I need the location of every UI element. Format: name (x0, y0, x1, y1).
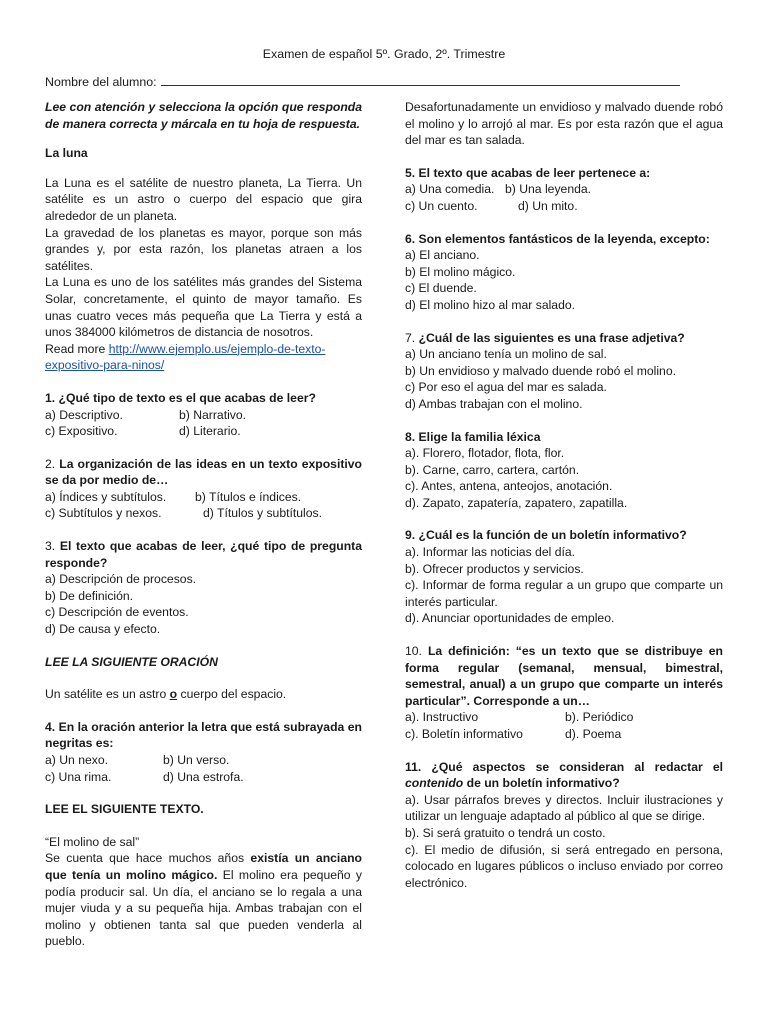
read-more-label: Read more (45, 341, 106, 356)
option-a[interactable]: a). Informar las noticias del día. (405, 545, 576, 560)
option-d[interactable]: d) El molino hizo al mar salado. (405, 297, 576, 312)
question-number: 3. (45, 539, 56, 554)
read-more (45, 341, 362, 374)
option-a[interactable]: a) Índices y subtítulos. (45, 489, 167, 504)
question-5 (405, 165, 723, 215)
question-6 (405, 231, 723, 314)
question-text: 4. En la oración anterior la letra que está subrayada en negritas es: (45, 719, 362, 751)
option-b[interactable]: b). Periódico (565, 710, 634, 725)
question-number: 2. (45, 456, 56, 471)
option-a[interactable]: a). Florero, flotador, flota, flor. (405, 446, 565, 461)
question-text: La definición: “es un texto que se distribuye en forma regular (semanal, mensual, bimestral, semestral, anual) a un grupo que comparte un interés particular”. Corresponde a un… (405, 644, 723, 708)
option-b[interactable]: b) Una leyenda. (505, 182, 592, 197)
question-11 (405, 759, 723, 892)
option-b[interactable]: b) El molino mágico. (405, 264, 516, 279)
question-9 (405, 527, 723, 627)
reading2-section-title: LEE EL SIGUIENTE TEXTO. (45, 802, 204, 817)
option-a[interactable]: a) Un nexo. (45, 753, 109, 767)
question-text: ¿Cuál de las siguientes es una frase adjetiva? (418, 330, 685, 345)
question-italic-word: contenido (405, 776, 464, 791)
option-b[interactable]: b) Un envidioso y malvado duende robó el molino. (405, 363, 676, 378)
option-d[interactable]: d). Poema (565, 727, 622, 741)
question-text: 6. Son elementos fantásticos de la leyenda, excepto: (405, 231, 710, 246)
question-text: El texto que acabas de leer, ¿qué tipo de pregunta responde? (45, 539, 362, 570)
option-c[interactable]: c) Un cuento. (405, 198, 478, 213)
story-text-part1: Se cuenta que hace muchos años existía un anciano que tenía un molino mágico. El molino era pequeño y podía producir sal. Un día, el anciano se lo regala a una mujer viuda y a su pequeña hija. Ambas trabajan con el molino y obtienen tanta sal que pueden venderla al pueblo. (45, 851, 363, 949)
option-b[interactable]: b). Carne, carro, cartera, cartón. (405, 462, 580, 477)
option-c[interactable]: c) Expositivo. (45, 424, 118, 439)
exam-title: Examen de español 5º. Grado, 2º. Trimestre (262, 47, 506, 61)
instructions: Lee con atención y selecciona la opción que responda de manera correcta y márcala en tu hoja de respuesta. (45, 100, 362, 131)
option-c[interactable]: c) El duende. (405, 281, 477, 296)
question-7 (405, 330, 723, 413)
sentence-section-title: LEE LA SIGUIENTE ORACIÓN (45, 654, 218, 669)
reading-paragraph: La Luna es el satélite de nuestro planeta, La Tierra. Un satélite es un astro o cuerpo del espacio que gira alrededor de un planeta. (45, 175, 362, 223)
reading-paragraph: La Luna es uno de los satélites más grandes del Sistema Solar, concretamente, el quinto de mayor tamaño. Es unas cuatro veces más pequeña que La Tierra y está a unos 384000 kilómetros de distancia de nosotros. (45, 275, 362, 340)
option-d[interactable]: d). Anunciar oportunidades de empleo. (405, 611, 615, 626)
option-d[interactable]: d) Una estrofa. (163, 769, 244, 784)
option-a[interactable]: a) Una comedia. (405, 182, 495, 197)
question-text: 1. ¿Qué tipo de texto es el que acabas de leer? (45, 390, 316, 405)
reading-title: La luna (45, 146, 88, 161)
student-name-field (45, 73, 680, 91)
option-a[interactable]: a) Descripción de procesos. (45, 572, 197, 587)
option-d[interactable]: d). Zapato, zapatería, zapatero, zapatilla. (405, 495, 628, 510)
story-text-part2: Desafortunadamente un envidioso y malvado duende robó el molino y lo arrojó al mar. Es por esta razón que el agua del mar es tan salada. (405, 100, 723, 148)
source-link[interactable]: http://www.ejemplo.us/ejemplo-de-texto-expositivo-para-ninos/ (45, 341, 326, 373)
option-d[interactable]: d) De causa y efecto. (45, 622, 161, 637)
story-bold-phrase: existía un anciano que tenía un molino mágico. (45, 851, 362, 882)
question-number: 10. (405, 644, 422, 659)
student-name-line[interactable] (161, 73, 680, 86)
reading-text (45, 175, 362, 374)
option-a[interactable]: a) El anciano. (405, 248, 480, 263)
question-4 (45, 719, 362, 785)
option-d[interactable]: d) Literario. (179, 424, 241, 439)
right-column (405, 99, 723, 891)
option-a[interactable]: a) Descriptivo. (45, 407, 123, 422)
option-c[interactable]: c) Por eso el agua del mar es salada. (405, 380, 607, 395)
question-8 (405, 429, 723, 512)
question-10 (405, 643, 723, 743)
student-name-label: Nombre del alumno: (45, 75, 157, 89)
option-b[interactable]: b) Narrativo. (179, 407, 247, 422)
example-sentence: Un satélite es un astro o cuerpo del espacio. (45, 687, 287, 702)
option-b[interactable]: b). Si será gratuito o tendrá un costo. (405, 825, 606, 840)
question-2 (45, 456, 362, 522)
option-b[interactable]: b). Ofrecer productos y servicios. (405, 561, 584, 576)
question-number: 7. (405, 330, 416, 345)
question-text: 9. ¿Cuál es la función de un boletín informativo? (405, 528, 687, 543)
option-c[interactable]: c). Antes, antena, anteojos, anotación. (405, 479, 613, 494)
option-d[interactable]: d) Un mito. (518, 198, 578, 213)
left-column (45, 99, 362, 950)
question-3 (45, 538, 362, 638)
question-text: 11. ¿Qué aspectos se consideran al redactar el contenido de un boletín informativo? (405, 759, 723, 791)
option-d[interactable]: d) Títulos y subtítulos. (203, 506, 322, 521)
option-d[interactable]: d) Ambas trabajan con el molino. (405, 396, 583, 411)
reading-paragraph: La gravedad de los planetas es mayor, porque son más grandes y, por esta razón, los planetas atraen a los satélites. (45, 225, 362, 273)
option-c[interactable]: c). El medio de difusión, si será entregado en persona, colocado en lugares públicos o incluso enviado por correo electrónico. (405, 842, 723, 890)
option-c[interactable]: c). Informar de forma regular a un grupo que comparte un interés particular. (405, 578, 723, 609)
option-a[interactable]: a). Instructivo (405, 710, 479, 725)
option-c[interactable]: c) Descripción de eventos. (45, 605, 189, 620)
option-c[interactable]: c) Una rima. (45, 769, 112, 784)
option-b[interactable]: b) Títulos e índices. (195, 489, 302, 504)
option-c[interactable]: c). Boletín informativo (405, 727, 523, 741)
option-b[interactable]: b) De definición. (45, 588, 134, 603)
option-a[interactable]: a). Usar párrafos breves y directos. Incluir ilustraciones y utilizar un lenguaje adaptado al público al que se dirige. (405, 792, 723, 824)
question-text: 5. El texto que acabas de leer pertenece a: (405, 165, 651, 180)
option-b[interactable]: b) Un verso. (163, 753, 230, 767)
underlined-letter: o (169, 687, 178, 702)
option-a[interactable]: a) Un anciano tenía un molino de sal. (405, 347, 607, 362)
question-1 (45, 390, 362, 440)
question-text: La organización de las ideas en un texto expositivo se da por medio de… (45, 456, 362, 488)
story-title: “El molino de sal” (45, 834, 140, 849)
option-c[interactable]: c) Subtítulos y nexos. (45, 506, 162, 521)
question-text: 8. Elige la familia léxica (405, 429, 541, 444)
